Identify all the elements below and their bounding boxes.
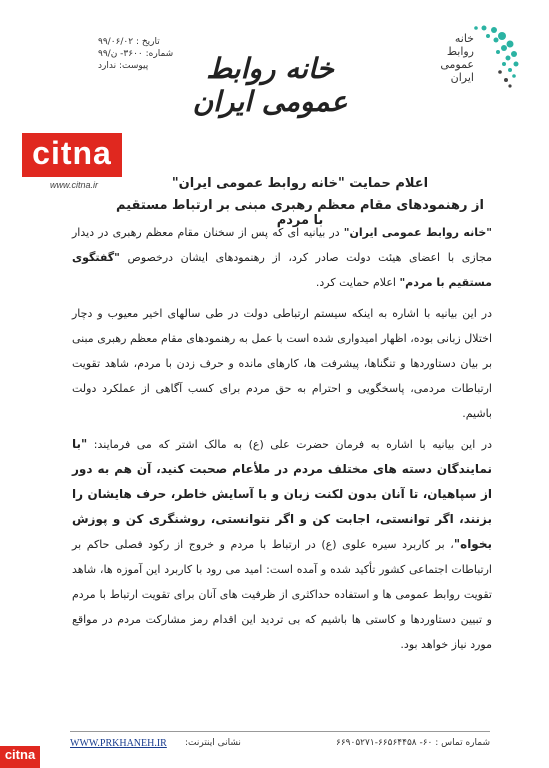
org-logo-text: خانه روابط عمومی ایران — [440, 32, 474, 84]
footer-divider — [70, 731, 490, 732]
letter-date: تاریخ : ۹۹/۰۶/۰۲ — [98, 37, 160, 47]
citna-logo-text: citna — [32, 135, 112, 171]
letter-number: شماره: ۳۶۰۰- ن/۹۹ — [98, 49, 174, 59]
paragraph-3: در این بیانیه با اشاره به فرمان حضرت علی (ع) به مالک اشتر که می فرمایند: "با نمایندگان دسته های مختلف مردم در ملأعام صحبت کنید، آن هم به دور از سپاهیان، تا آنان بدون لکنت زبان و با آسایش خاطر، حرف هایشان را بزنند، اگر توانستی، اجابت کن و اگر نتوانستی، روشنگری کن و پوزش بخواه"، بر کاربرد سیره علوی (ع) در ارتباط با مردم و خروج از رکود فصلی حاکم بر ارتباطات اجتماعی کشور تأکید شده و آمده است: امید می رود با کاربرد این آموزه ها، شاهد تقویت روابط عمومی ها و استفاده حداکثری از ظرفیت های آنان برای تقویت ارتباط با مردم و تبیین دستاوردها و کاستی ها باشیم که بی تردید این اقدام رمز مشارکت مردم در مواقع مورد نیاز خواهد بود. — [72, 437, 492, 651]
imam-ali-quote: "با نمایندگان دسته های مختلف مردم در ملأعام صحبت کنید، آن هم به دور از سپاهیان، تا آنان بدون لکنت زبان و با آسایش خاطر، حرف هایشان را بزنند، اگر توانستی، اجابت کن و اگر نتوانستی، روشنگری کن و پوزش بخواه" — [72, 437, 492, 551]
citna-logo — [22, 133, 122, 177]
citna-watermark: citna — [0, 746, 40, 768]
statement-title: اعلام حمایت "خانه روابط عمومی ایران" — [171, 176, 429, 191]
citna-url: www.citna.ir — [49, 180, 98, 190]
phone-number: شماره تماس : ۶۰- ۶۶۵۶۴۴۵۸-۶۶۹۰۵۲۷۱ — [336, 738, 490, 748]
paragraph-2: در این بیانیه با اشاره به اینکه سیستم ارتباطی دولت در طی سالهای اخیر معیوب و دچار اختلال زبانی بوده، اظهار امیدواری شده است با عمل به رهنمودهای مقام معظم رهبری مبنی بر بیان دستاوردها و تنگناها، پیشرفت ها، کارهای مانده و حرف زدن با مردم، شاهد تقویت ارتباطات مردمی، پاسخگویی و احترام به حق مردم برای کسب آگاهی از عملکرد دولت باشیم. — [72, 307, 492, 420]
letter-meta — [98, 36, 188, 72]
website-label: نشانی اینترنت: — [185, 738, 241, 748]
website-link[interactable]: WWW.PRKHANEH.IR — [70, 738, 167, 749]
org-title: خانه روابط عمومی ایران — [192, 52, 348, 118]
statement-subtitle: از رهنمودهای مقام معظم رهبری مبنی بر ارتباط مستقیم با مردم — [116, 198, 484, 228]
letter-attachment: پیوست: ندارد — [98, 61, 149, 71]
paragraph-1: "خانه روابط عمومی ایران" در بیانیه ای که پس از سخنان مقام معظم رهبری در دیدار مجازی با اعضای هیئت دولت صادر کرد، از رهنمودهای ایشان درخصوص "گفتگوی مستقیم با مردم" اعلام حمایت کرد. — [72, 226, 492, 289]
statement-body — [72, 220, 492, 663]
